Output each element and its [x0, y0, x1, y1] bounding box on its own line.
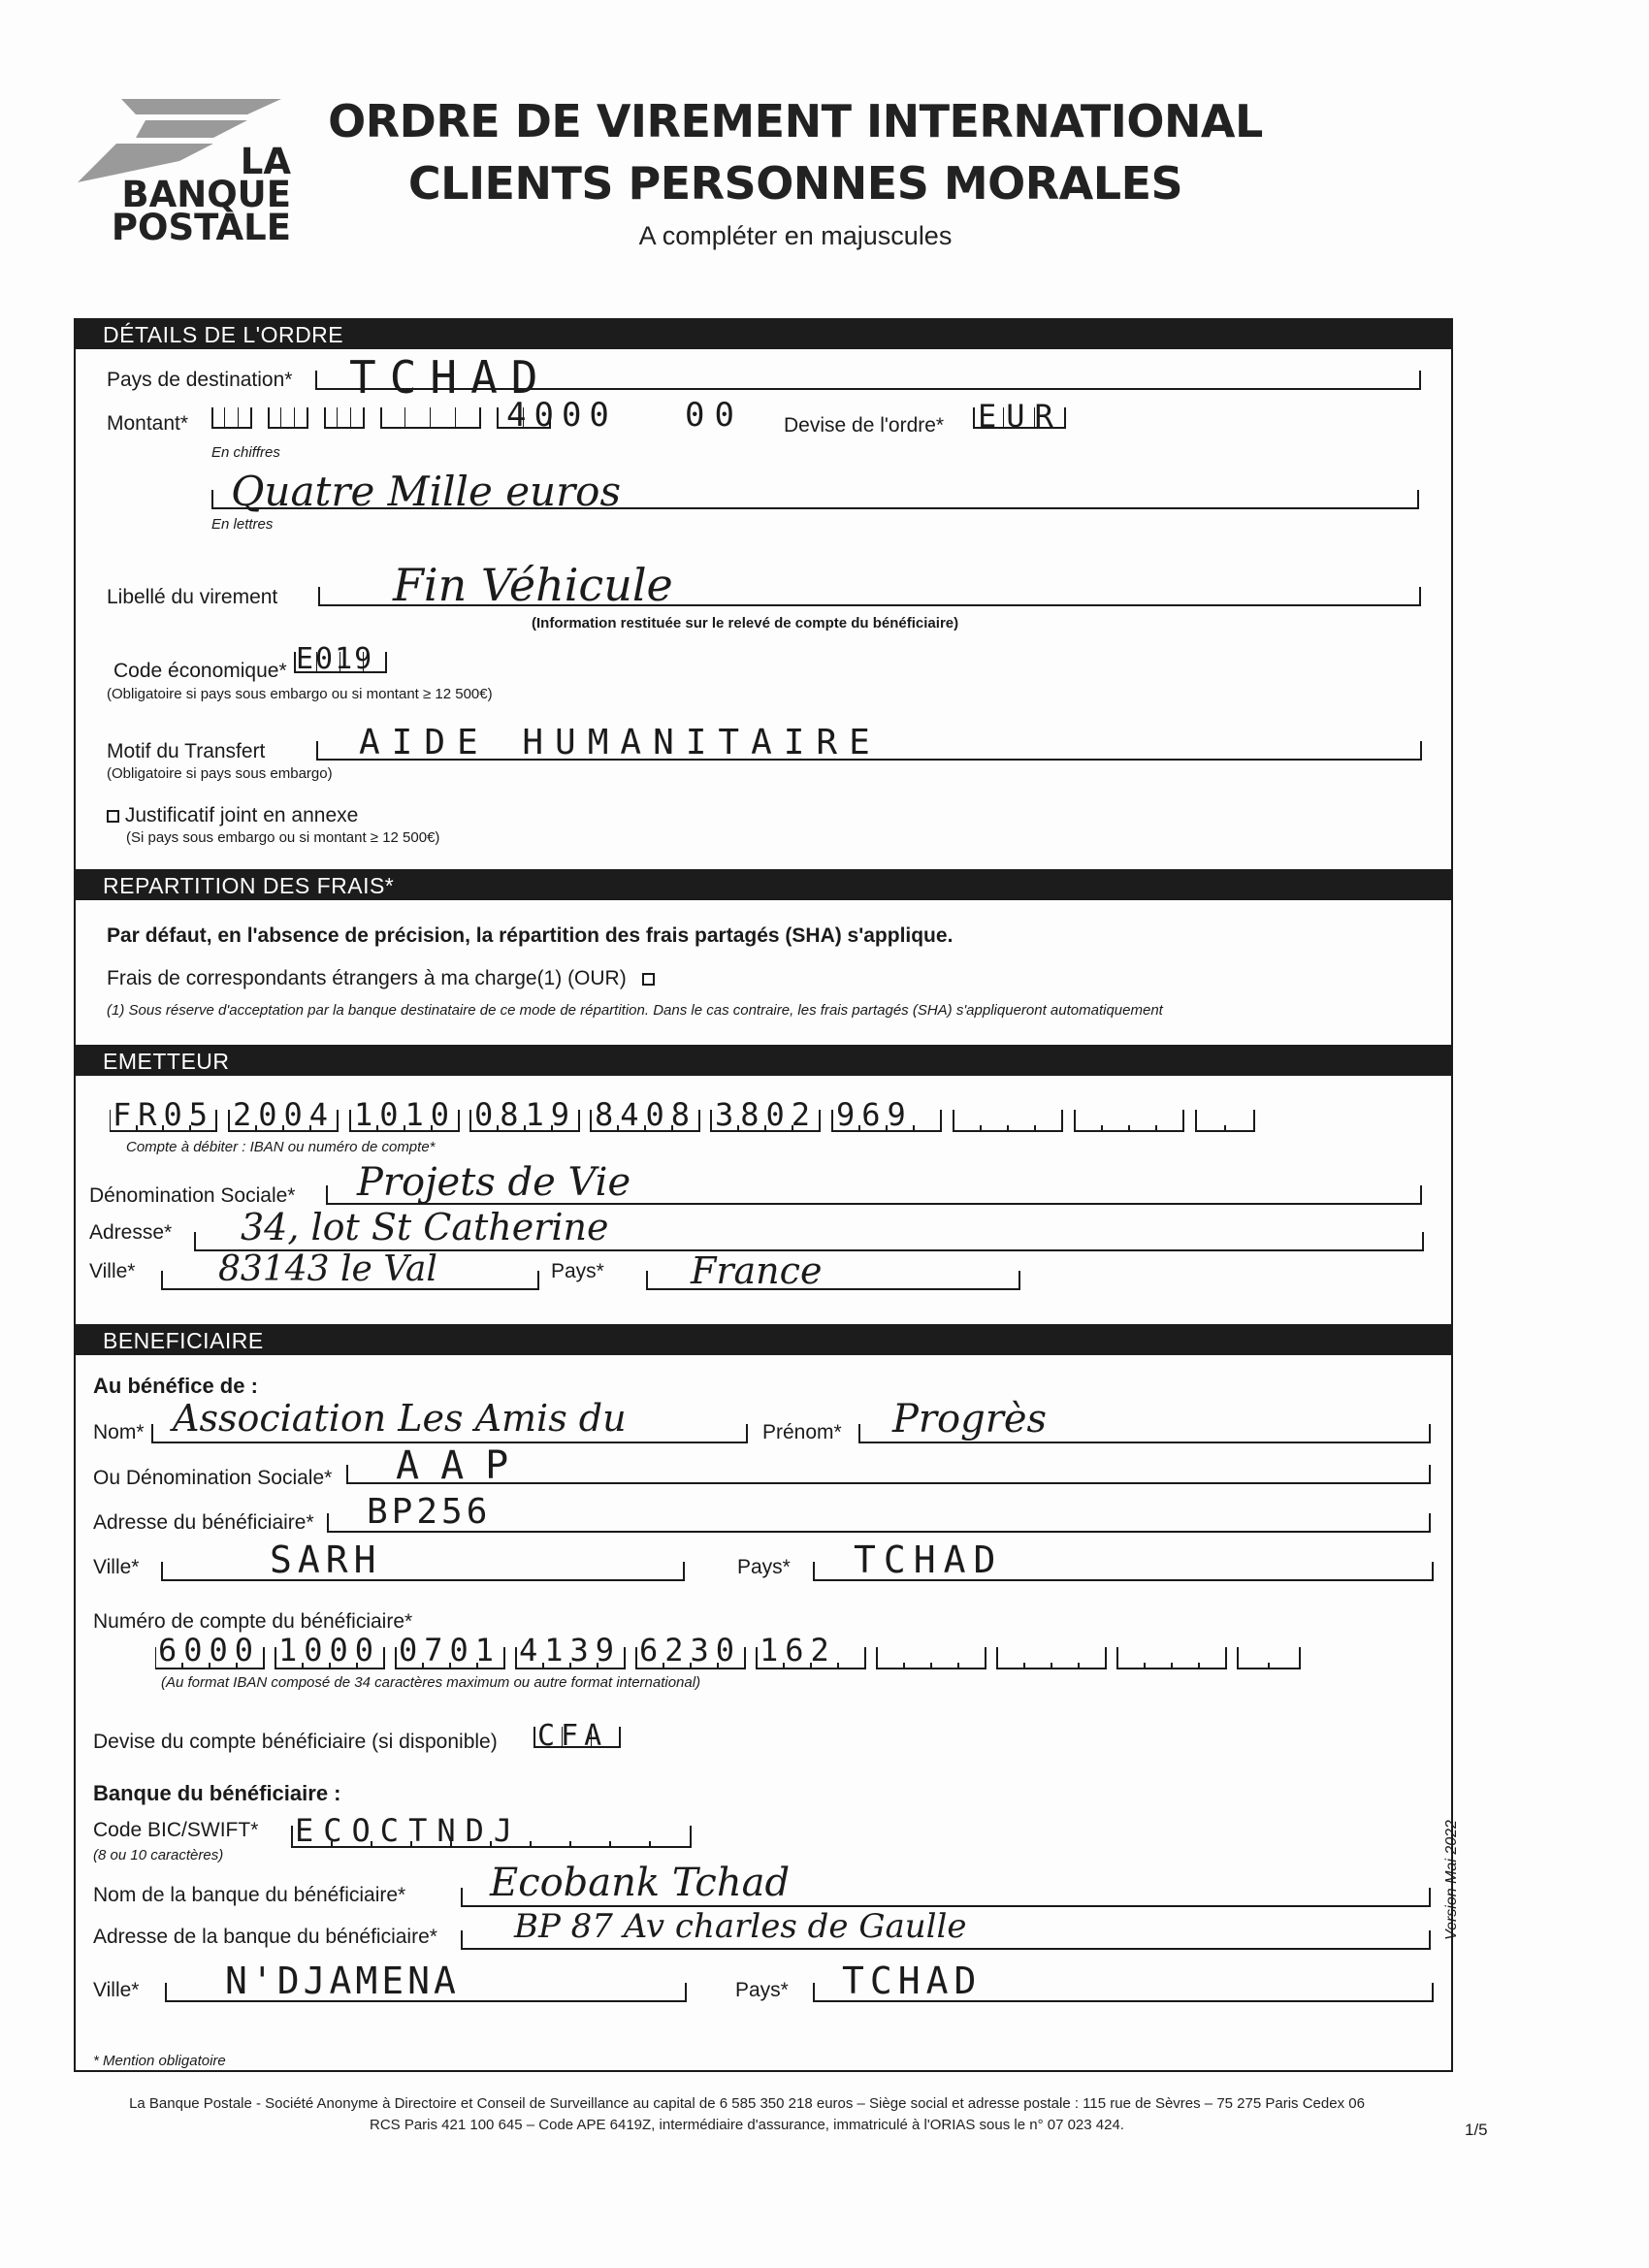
benef-adresse-field[interactable] [327, 1513, 1431, 1533]
banque-adresse-label: Adresse de la banque du bénéficiaire* [93, 1926, 437, 1948]
benef-denom-label: Ou Dénomination Sociale* [93, 1467, 333, 1489]
page-number: 1/5 [1465, 2121, 1488, 2139]
frais-default-text: Par défaut, en l'absence de précision, la répartition des frais partagés (SHA) s'applique. [107, 924, 954, 947]
emetteur-iban-group-6: 3802 [715, 1096, 818, 1133]
emetteur-iban-group-7: 969 [836, 1096, 913, 1133]
banque-ville-value: N'DJAMENA [225, 1960, 460, 2002]
footer-legal-line2: RCS Paris 421 100 645 – Code APE 6419Z, intermédiaire d'assurance, immatriculé à l'ORIAS sous le n° 07 023 424. [370, 2117, 1124, 2133]
justificatif-checkbox[interactable] [107, 810, 119, 823]
benef-nom-label: Nom* [93, 1421, 145, 1443]
benef-prenom-value: Progrès [892, 1397, 1048, 1442]
footer-legal-line1: La Banque Postale - Société Anonyme à Directoire et Conseil de Surveillance au capital de 6 585 350 218 euros – Siège social et adresse postale : 115 rue de Sèvres – 75 275 Paris Cedex 06 [129, 2095, 1365, 2112]
benef-ville-label: Ville* [93, 1556, 140, 1578]
logo-line: POSTALE [111, 207, 291, 248]
montant-lettres-value: Quatre Mille euros [231, 468, 622, 515]
devise-ordre-label: Devise de l'ordre* [784, 414, 945, 437]
banque-pays-label: Pays* [735, 1979, 789, 2001]
emetteur-pays-label: Pays* [551, 1260, 604, 1282]
justificatif-row[interactable] [107, 804, 358, 827]
logo-line: BANQUE [121, 174, 291, 215]
benef-compte-group-5: 6230 [639, 1632, 742, 1669]
section-emetteur-header: EMETTEUR [74, 1045, 1453, 1076]
emetteur-adresse-value: 34, lot St Catherine [241, 1206, 609, 1248]
benef-ville-field[interactable] [161, 1562, 685, 1581]
benef-pays-value: TCHAD [854, 1539, 1004, 1581]
benef-denom-value: AAP [396, 1443, 531, 1488]
banque-nom-label: Nom de la banque du bénéficiaire* [93, 1884, 406, 1906]
en-lettres-label: En lettres [211, 516, 274, 533]
benef-pays-label: Pays* [737, 1556, 791, 1578]
libelle-value: Fin Véhicule [393, 559, 673, 611]
benef-compte-group-4: 4139 [519, 1632, 622, 1669]
section-beneficiaire-header: BENEFICIAIRE [74, 1324, 1453, 1355]
libelle-note: (Information restituée sur le relevé de compte du bénéficiaire) [532, 615, 959, 632]
justificatif-label: Justificatif joint en annexe [124, 804, 359, 826]
banque-title: Banque du bénéficiaire : [93, 1781, 341, 1805]
emetteur-iban-group-5: 8408 [595, 1096, 697, 1133]
section-frais-header: REPARTITION DES FRAIS* [74, 869, 1453, 900]
en-chiffres-label: En chiffres [211, 444, 280, 461]
page-title: ORDRE DE VIREMENT INTERNATIONAL [328, 95, 1263, 147]
benef-compte-group-1: 6000 [158, 1632, 261, 1669]
benef-devise-label: Devise du compte bénéficiaire (si disponible) [93, 1731, 498, 1753]
emetteur-adresse-label: Adresse* [89, 1221, 173, 1244]
frais-our-row[interactable] [107, 967, 655, 990]
emetteur-iban-group-2: 2004 [233, 1096, 336, 1133]
benef-compte-note: (Au format IBAN composé de 34 caractères maximum ou autre format international) [161, 1674, 701, 1691]
montant-cents-value: 00 [685, 396, 744, 435]
benef-adresse-label: Adresse du bénéficiaire* [93, 1511, 314, 1534]
benef-compte-group-6: 162 [760, 1632, 836, 1669]
mention-obligatoire: * Mention obligatoire [93, 2053, 226, 2069]
benef-compte-label: Numéro de compte du bénéficiaire* [93, 1610, 413, 1633]
bic-note: (8 ou 10 caractères) [93, 1847, 224, 1863]
motif-note: (Obligatoire si pays sous embargo) [107, 765, 333, 782]
montant-value: 4000 [506, 396, 617, 435]
banque-nom-value: Ecobank Tchad [490, 1861, 791, 1905]
banque-pays-value: TCHAD [842, 1960, 983, 2002]
frais-our-checkbox[interactable] [642, 973, 655, 986]
benef-nom-value: Association Les Amis du [173, 1397, 627, 1440]
pays-destination-label: Pays de destination* [107, 369, 293, 391]
frais-our-label: Frais de correspondants étrangers à ma charge(1) (OUR) [107, 967, 627, 989]
version-label: Version Mai 2022 [1443, 1820, 1460, 1940]
benef-ville-value: SARH [270, 1539, 382, 1581]
code-eco-label: Code économique* [113, 660, 287, 682]
benef-compte-group-2: 1000 [278, 1632, 381, 1669]
motif-label: Motif du Transfert [107, 740, 266, 762]
emetteur-ville-label: Ville* [89, 1260, 136, 1282]
banque-ville-label: Ville* [93, 1979, 140, 2001]
benef-prenom-label: Prénom* [762, 1421, 842, 1443]
devise-ordre-value: EUR [978, 398, 1063, 435]
benef-adresse-value: BP256 [367, 1492, 492, 1532]
pays-destination-value: TCHAD [349, 351, 552, 404]
page-subtitle: A compléter en majuscules [638, 221, 953, 250]
emetteur-iban-group-3: 1010 [354, 1096, 457, 1133]
motif-value: AIDE HUMANITAIRE [359, 723, 882, 762]
page-title-line2: CLIENTS PERSONNES MORALES [407, 157, 1183, 210]
emetteur-iban-group-4: 0819 [474, 1096, 577, 1133]
emetteur-iban-note: Compte à débiter : IBAN ou numéro de compte* [126, 1139, 436, 1155]
logo-line: LA [240, 141, 291, 182]
benef-devise-value: CFA [537, 1719, 608, 1753]
benef-compte-group-3: 0701 [399, 1632, 501, 1669]
bic-label: Code BIC/SWIFT* [93, 1819, 259, 1841]
code-eco-value: E019 [296, 642, 374, 676]
code-eco-note: (Obligatoire si pays sous embargo ou si montant ≥ 12 500€) [107, 686, 493, 702]
logo [76, 141, 291, 248]
banque-adresse-value: BP 87 Av charles de Gaulle [514, 1907, 967, 1946]
montant-label: Montant* [107, 412, 189, 435]
justificatif-note: (Si pays sous embargo ou si montant ≥ 12 500€) [126, 829, 440, 846]
frais-note: (1) Sous réserve d'acceptation par la banque destinataire de ce mode de répartition. Dans le cas contraire, les frais partagés (SHA) s'appliqueront automatiquement [107, 1002, 1163, 1019]
emetteur-denomination-label: Dénomination Sociale* [89, 1184, 296, 1207]
section-details-header: DÉTAILS DE L'ORDRE [74, 318, 1453, 349]
emetteur-ville-value: 83143 le Val [218, 1249, 437, 1289]
au-benefice-label: Au bénéfice de : [93, 1374, 258, 1398]
emetteur-iban-group-1: FR05 [113, 1096, 215, 1133]
bic-value: ECOCTNDJ [295, 1812, 523, 1849]
emetteur-pays-value: France [691, 1249, 823, 1292]
emetteur-denomination-value: Projets de Vie [357, 1160, 631, 1205]
libelle-label: Libellé du virement [107, 586, 278, 608]
